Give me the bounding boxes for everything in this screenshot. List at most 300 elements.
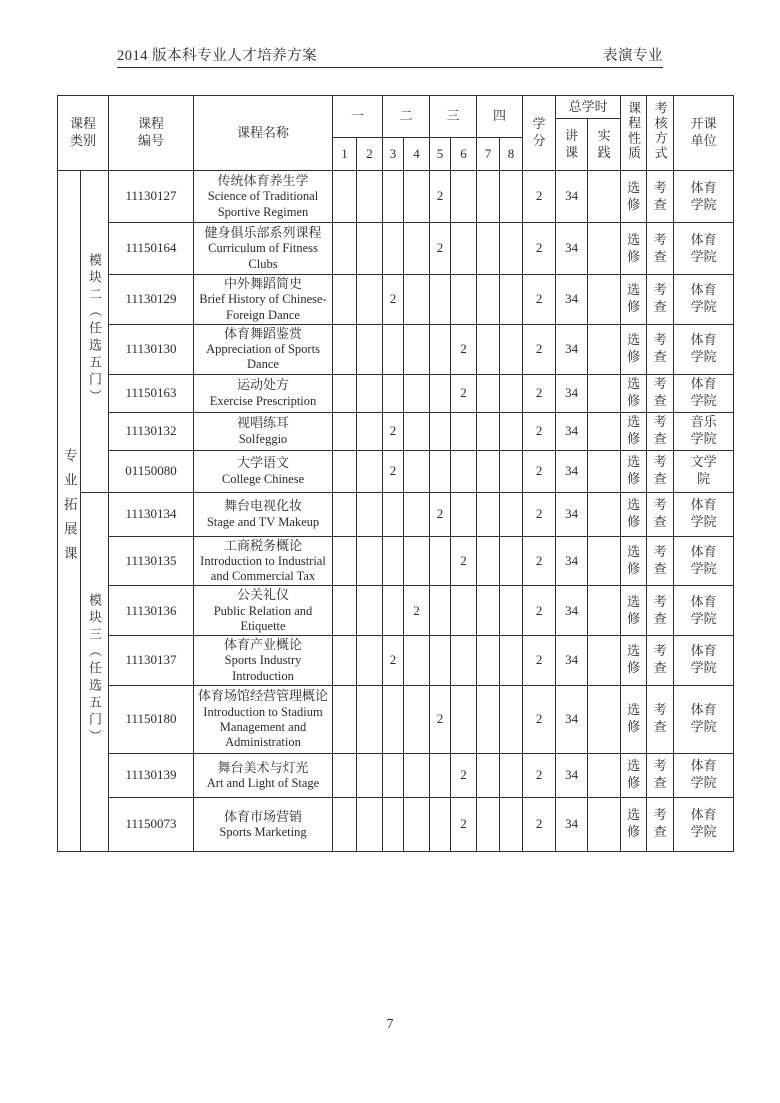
sem-hours — [477, 753, 500, 797]
sem-hours — [357, 753, 383, 797]
offering-unit-label: 体育学院 — [690, 593, 717, 626]
sem-hours — [383, 223, 404, 275]
sem-hours — [451, 223, 477, 275]
course-nature-cell — [621, 797, 647, 851]
sem-hours: 2 — [430, 171, 451, 223]
course-name — [194, 797, 333, 851]
lecture-hours-cell: 34 — [556, 324, 588, 374]
sem-hours — [333, 797, 357, 851]
sem-hours — [500, 171, 523, 223]
course-name-cn: 公关礼仪 — [236, 587, 289, 603]
sem-hours — [383, 492, 404, 536]
course-nature-label: 选修 — [627, 454, 641, 486]
sem-hours: 2 — [383, 450, 404, 492]
sem-hours: 2 — [451, 797, 477, 851]
course-name-cn: 大学语文 — [236, 455, 289, 471]
sem-hours — [500, 685, 523, 753]
assessment-label: 考查 — [653, 593, 667, 626]
assessment-label: 考查 — [653, 758, 667, 791]
assessment-cell — [647, 171, 674, 223]
sem-hours — [333, 275, 357, 325]
col-header-term-2: 2 — [357, 138, 383, 171]
sem-hours — [477, 223, 500, 275]
course-nature-cell — [621, 450, 647, 492]
practice-hours-cell — [588, 636, 621, 686]
sem-hours — [500, 586, 523, 636]
course-code: 11150164 — [109, 223, 194, 275]
col-header-category — [58, 96, 109, 171]
assessment-cell — [647, 753, 674, 797]
offering-unit-cell — [674, 450, 734, 492]
course-code: 11130135 — [109, 536, 194, 586]
course-name — [194, 324, 333, 374]
table-row — [58, 171, 734, 223]
offering-unit-label: 体育学院 — [690, 332, 717, 365]
sem-hours — [357, 586, 383, 636]
credits-cell: 2 — [523, 412, 556, 450]
sem-hours — [430, 374, 451, 412]
sem-hours — [451, 275, 477, 325]
col-header-total-hours: 总学时 — [556, 96, 621, 119]
course-name-cn: 舞台电视化妆 — [223, 498, 302, 514]
sem-hours — [333, 171, 357, 223]
sem-hours — [404, 223, 430, 275]
sem-hours: 2 — [404, 586, 430, 636]
assessment-cell — [647, 636, 674, 686]
course-name-cn: 体育场馆经营管理概论 — [197, 688, 328, 704]
table-row — [58, 753, 734, 797]
offering-unit-cell — [674, 324, 734, 374]
sem-hours — [383, 536, 404, 586]
sem-hours — [333, 586, 357, 636]
sem-hours — [333, 450, 357, 492]
course-name — [194, 636, 333, 686]
header-row-1 — [58, 96, 734, 119]
practice-hours-cell — [588, 685, 621, 753]
offering-unit-cell — [674, 412, 734, 450]
course-name-cn: 体育产业概论 — [223, 637, 302, 652]
sem-hours — [357, 492, 383, 536]
offering-unit-cell — [674, 536, 734, 586]
sem-hours — [357, 412, 383, 450]
sem-hours — [500, 797, 523, 851]
offering-unit-cell — [674, 275, 734, 325]
sem-hours — [500, 324, 523, 374]
sem-hours — [357, 374, 383, 412]
offering-unit-label: 体育学院 — [690, 643, 717, 676]
sem-hours — [500, 636, 523, 686]
sem-hours — [430, 797, 451, 851]
header-title-left: 2014 版本科专业人才培养方案 — [117, 48, 318, 64]
course-nature-cell — [621, 324, 647, 374]
course-nature-label: 选修 — [627, 414, 641, 446]
practice-hours-cell — [588, 586, 621, 636]
col-header-practice — [588, 119, 621, 171]
sem-hours — [451, 450, 477, 492]
col-header-term-1: 1 — [333, 138, 357, 171]
course-nature-cell — [621, 374, 647, 412]
sem-hours — [430, 753, 451, 797]
sem-hours — [477, 536, 500, 586]
category-label: 专业拓展课 — [61, 447, 77, 570]
sem-hours — [404, 324, 430, 374]
lecture-hours-cell: 34 — [556, 275, 588, 325]
table-row — [58, 324, 734, 374]
lecture-hours-cell: 34 — [556, 450, 588, 492]
practice-hours-cell — [588, 536, 621, 586]
sem-hours — [477, 636, 500, 686]
offering-unit-label: 体育学院 — [690, 179, 717, 212]
sem-hours — [333, 374, 357, 412]
col-header-term-3: 3 — [383, 138, 404, 171]
sem-hours — [477, 324, 500, 374]
col-header-semester-3: 三 — [430, 96, 477, 138]
sem-hours — [451, 685, 477, 753]
module-cell — [81, 492, 109, 851]
assessment-cell — [647, 797, 674, 851]
assessment-cell — [647, 492, 674, 536]
table-row — [58, 685, 734, 753]
table-row — [58, 275, 734, 325]
sem-hours — [404, 412, 430, 450]
course-name-cn: 运动处方 — [236, 377, 289, 393]
table-row — [58, 412, 734, 450]
course-nature-label: 选修 — [627, 702, 641, 735]
offering-unit-cell — [674, 797, 734, 851]
assessment-cell — [647, 586, 674, 636]
course-code: 11150073 — [109, 797, 194, 851]
sem-hours — [477, 492, 500, 536]
course-name-en: Exercise Prescription — [209, 393, 317, 408]
col-header-term-4: 4 — [404, 138, 430, 171]
sem-hours — [404, 797, 430, 851]
lecture-hours-cell: 34 — [556, 797, 588, 851]
sem-hours — [333, 223, 357, 275]
lecture-hours-cell: 34 — [556, 685, 588, 753]
course-code: 01150080 — [109, 450, 194, 492]
credits-cell: 2 — [523, 536, 556, 586]
assessment-cell — [647, 685, 674, 753]
offering-unit-cell — [674, 223, 734, 275]
col-header-semester-2: 二 — [383, 96, 430, 138]
sem-hours — [500, 492, 523, 536]
course-nature-label: 选修 — [627, 497, 641, 529]
sem-hours — [430, 324, 451, 374]
assessment-cell — [647, 412, 674, 450]
sem-hours — [430, 536, 451, 586]
sem-hours: 2 — [451, 536, 477, 586]
course-nature-cell — [621, 753, 647, 797]
course-nature-label: 选修 — [627, 376, 641, 408]
practice-hours-cell — [588, 324, 621, 374]
offering-unit-cell — [674, 586, 734, 636]
col-header-semester-1: 一 — [333, 96, 383, 138]
course-name-en: Introduction to Industrial and Commercial Tax — [200, 553, 326, 583]
sem-hours — [357, 797, 383, 851]
col-header-lecture-label: 讲课 — [565, 127, 579, 160]
course-code: 11130139 — [109, 753, 194, 797]
course-nature-label: 选修 — [627, 332, 641, 365]
course-nature-label: 选修 — [627, 643, 641, 676]
assessment-label: 考查 — [653, 543, 667, 576]
assessment-label: 考查 — [653, 807, 667, 840]
sem-hours — [383, 797, 404, 851]
col-header-category-label: 课程类别 — [69, 116, 96, 148]
assessment-label: 考查 — [653, 332, 667, 365]
sem-hours — [500, 275, 523, 325]
assessment-label: 考查 — [653, 497, 667, 529]
sem-hours — [451, 586, 477, 636]
course-name-cn: 舞台美术与灯光 — [217, 759, 309, 775]
course-name-en: Appreciation of Sports Dance — [206, 342, 320, 372]
document-header — [117, 44, 663, 68]
col-header-term-5: 5 — [430, 138, 451, 171]
course-name-en: Sports Industry Introduction — [224, 653, 302, 683]
sem-hours — [357, 685, 383, 753]
course-name — [194, 223, 333, 275]
col-header-credits — [523, 96, 556, 171]
sem-hours — [333, 412, 357, 450]
assessment-cell — [647, 223, 674, 275]
course-nature-cell — [621, 492, 647, 536]
credits-cell: 2 — [523, 753, 556, 797]
credits-cell: 2 — [523, 171, 556, 223]
page-number: 7 — [386, 1016, 394, 1031]
col-header-name — [194, 96, 333, 171]
practice-hours-cell — [588, 797, 621, 851]
course-name-cn: 中外舞蹈简史 — [223, 276, 302, 291]
lecture-hours-cell: 34 — [556, 636, 588, 686]
offering-unit-label: 体育学院 — [690, 807, 717, 840]
offering-unit-cell — [674, 374, 734, 412]
sem-hours — [477, 412, 500, 450]
course-name-en: Science of Traditional Sportive Regimen — [207, 189, 319, 219]
course-nature-cell — [621, 586, 647, 636]
col-header-semester-4: 四 — [477, 96, 523, 138]
course-name-en: Solfeggio — [238, 431, 288, 446]
course-nature-cell — [621, 685, 647, 753]
table-row — [58, 797, 734, 851]
col-header-course-nature-label: 课程性质 — [626, 100, 642, 161]
course-nature-label: 选修 — [627, 807, 641, 840]
lecture-hours-cell: 34 — [556, 753, 588, 797]
course-code: 11150180 — [109, 685, 194, 753]
course-code: 11130137 — [109, 636, 194, 686]
sem-hours — [404, 636, 430, 686]
sem-hours — [383, 374, 404, 412]
sem-hours — [383, 324, 404, 374]
course-nature-label: 选修 — [627, 758, 641, 791]
course-code: 11130132 — [109, 412, 194, 450]
credits-cell: 2 — [523, 374, 556, 412]
sem-hours — [357, 324, 383, 374]
course-nature-cell — [621, 223, 647, 275]
table-row — [58, 450, 734, 492]
assessment-label: 考查 — [653, 643, 667, 676]
assessment-cell — [647, 450, 674, 492]
course-nature-label: 选修 — [627, 179, 641, 212]
practice-hours-cell — [588, 374, 621, 412]
course-name-cn: 健身俱乐部系列课程 — [204, 225, 322, 241]
course-nature-cell — [621, 171, 647, 223]
sem-hours: 2 — [430, 685, 451, 753]
course-code: 11130129 — [109, 275, 194, 325]
offering-unit-cell — [674, 685, 734, 753]
course-name-en: Stage and TV Makeup — [206, 514, 320, 529]
col-header-term-8: 8 — [500, 138, 523, 171]
sem-hours — [333, 636, 357, 686]
lecture-hours-cell: 34 — [556, 374, 588, 412]
offering-unit-label: 体育学院 — [690, 758, 717, 791]
course-code: 11130130 — [109, 324, 194, 374]
col-header-practice-label: 实践 — [597, 127, 611, 160]
assessment-label: 考查 — [653, 376, 667, 408]
course-nature-cell — [621, 636, 647, 686]
sem-hours — [333, 324, 357, 374]
course-code: 11150163 — [109, 374, 194, 412]
sem-hours — [477, 171, 500, 223]
offering-unit-label: 体育学院 — [690, 282, 717, 315]
sem-hours — [383, 171, 404, 223]
sem-hours — [500, 223, 523, 275]
sem-hours — [477, 374, 500, 412]
table-row — [58, 636, 734, 686]
col-header-term-7: 7 — [477, 138, 500, 171]
course-name-en: Curriculum of Fitness Clubs — [208, 241, 318, 271]
course-code: 11130134 — [109, 492, 194, 536]
sem-hours — [430, 275, 451, 325]
course-name-cn: 工商税务概论 — [223, 537, 302, 553]
sem-hours — [451, 412, 477, 450]
course-nature-label: 选修 — [627, 231, 641, 264]
col-header-name-label: 课程名称 — [236, 124, 289, 140]
credits-cell: 2 — [523, 324, 556, 374]
offering-unit-label: 体育学院 — [690, 231, 717, 264]
assessment-label: 考查 — [653, 231, 667, 264]
col-header-code-label: 课程编号 — [137, 116, 164, 148]
sem-hours — [477, 450, 500, 492]
col-header-lecture — [556, 119, 588, 171]
offering-unit-cell — [674, 492, 734, 536]
lecture-hours-cell: 34 — [556, 171, 588, 223]
table-row — [58, 374, 734, 412]
assessment-label: 考查 — [653, 702, 667, 735]
credits-cell: 2 — [523, 223, 556, 275]
course-name — [194, 685, 333, 753]
sem-hours — [500, 753, 523, 797]
sem-hours — [500, 412, 523, 450]
table-row — [58, 492, 734, 536]
col-header-code — [109, 96, 194, 171]
course-name — [194, 412, 333, 450]
sem-hours — [430, 412, 451, 450]
assessment-cell — [647, 324, 674, 374]
course-nature-cell — [621, 275, 647, 325]
sem-hours — [357, 171, 383, 223]
credits-cell: 2 — [523, 450, 556, 492]
col-header-term-6: 6 — [451, 138, 477, 171]
course-code: 11130127 — [109, 171, 194, 223]
credits-cell: 2 — [523, 275, 556, 325]
offering-unit-cell — [674, 753, 734, 797]
assessment-label: 考查 — [653, 179, 667, 212]
course-name-cn: 传统体育养生学 — [217, 173, 309, 189]
sem-hours — [404, 275, 430, 325]
sem-hours: 2 — [383, 412, 404, 450]
course-name — [194, 171, 333, 223]
course-name-en: Public Relation and Etiquette — [213, 603, 313, 633]
course-name — [194, 753, 333, 797]
sem-hours — [451, 636, 477, 686]
sem-hours — [383, 685, 404, 753]
sem-hours — [383, 753, 404, 797]
course-nature-label: 选修 — [627, 593, 641, 626]
col-header-unit-label: 开课单位 — [690, 116, 717, 148]
offering-unit-cell — [674, 171, 734, 223]
sem-hours — [333, 753, 357, 797]
sem-hours — [430, 586, 451, 636]
sem-hours — [357, 450, 383, 492]
sem-hours: 2 — [451, 324, 477, 374]
course-name-en: Brief History of Chinese-Foreign Dance — [199, 292, 327, 322]
col-header-unit — [674, 96, 734, 171]
sem-hours — [357, 536, 383, 586]
sem-hours — [451, 171, 477, 223]
assessment-cell — [647, 275, 674, 325]
course-name — [194, 536, 333, 586]
sem-hours — [404, 753, 430, 797]
course-nature-cell — [621, 412, 647, 450]
sem-hours — [430, 636, 451, 686]
practice-hours-cell — [588, 275, 621, 325]
sem-hours: 2 — [383, 636, 404, 686]
col-header-assessment-label: 考核方式 — [652, 100, 668, 161]
lecture-hours-cell: 34 — [556, 412, 588, 450]
sem-hours — [500, 536, 523, 586]
module-cell — [81, 171, 109, 493]
offering-unit-label: 体育学院 — [690, 497, 717, 529]
course-name — [194, 275, 333, 325]
practice-hours-cell — [588, 753, 621, 797]
credits-cell: 2 — [523, 492, 556, 536]
offering-unit-label: 体育学院 — [690, 376, 717, 408]
practice-hours-cell — [588, 171, 621, 223]
table-row — [58, 536, 734, 586]
course-code: 11130136 — [109, 586, 194, 636]
header-title-right: 表演专业 — [603, 48, 663, 64]
course-name — [194, 450, 333, 492]
sem-hours — [404, 536, 430, 586]
practice-hours-cell — [588, 450, 621, 492]
sem-hours — [500, 450, 523, 492]
course-nature-cell — [621, 536, 647, 586]
credits-cell: 2 — [523, 797, 556, 851]
sem-hours — [477, 797, 500, 851]
sem-hours — [333, 492, 357, 536]
sem-hours — [451, 492, 477, 536]
offering-unit-cell — [674, 636, 734, 686]
sem-hours: 2 — [451, 374, 477, 412]
category-cell — [58, 171, 81, 852]
course-name — [194, 492, 333, 536]
assessment-cell — [647, 374, 674, 412]
sem-hours: 2 — [430, 223, 451, 275]
sem-hours — [357, 223, 383, 275]
course-name — [194, 586, 333, 636]
course-name-cn: 视唱练耳 — [236, 415, 289, 431]
sem-hours: 2 — [383, 275, 404, 325]
assessment-cell — [647, 536, 674, 586]
